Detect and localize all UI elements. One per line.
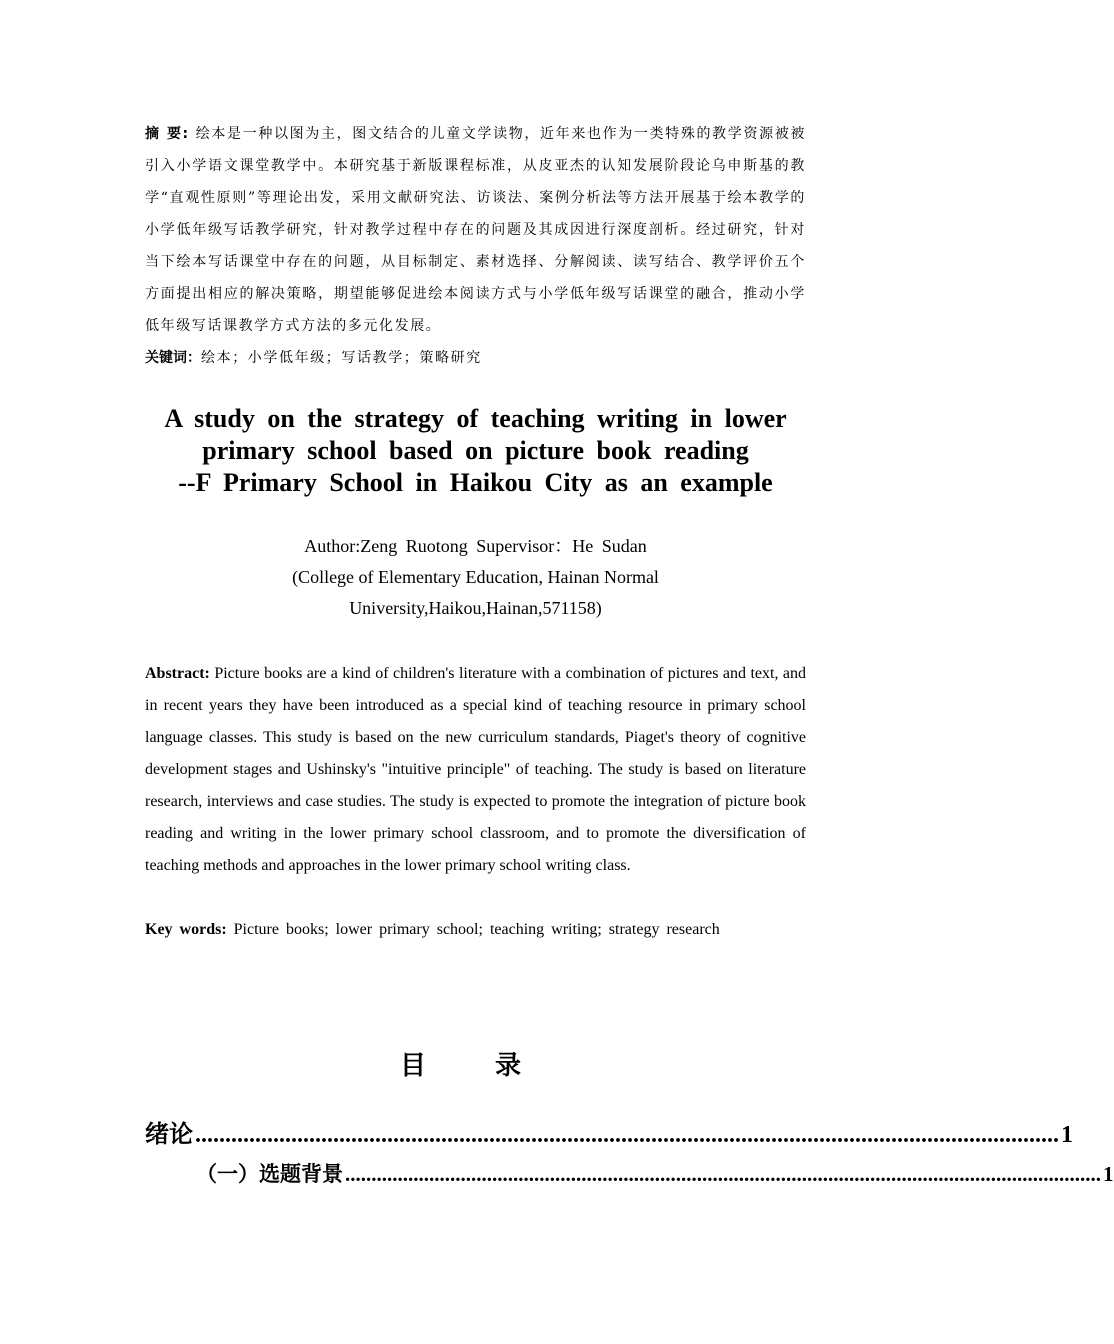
chinese-keywords-text: 绘本；小学低年级；写话教学；策略研究 bbox=[201, 350, 482, 366]
english-title-line: A study on the strategy of teaching writing in lower bbox=[164, 404, 787, 433]
chinese-abstract-label: 摘 要 bbox=[145, 126, 183, 142]
chinese-abstract-colon: : bbox=[182, 126, 190, 142]
toc-entry-title: 绪论 bbox=[145, 1120, 193, 1148]
english-abstract-text: Picture books are a kind of children's literature with a combination of pictures and text, and in recent years they have been introduced as a special kind of teaching resource in primary school language classes. This study is based on the new curriculum standards, Piaget's theory of cognitive development stages and Ushinsky's "intuitive principle" of teaching. The study is based on literature research, interviews and case studies. The study is expected to promote the integration of picture book reading and writing in the lower primary school classroom, and to promote the diversification of teaching methods and approaches in the lower primary school writing class. bbox=[145, 665, 806, 874]
chinese-abstract bbox=[145, 118, 806, 342]
toc-entry-title: （一）选题背景 bbox=[196, 1162, 343, 1186]
english-abstract bbox=[145, 658, 806, 882]
english-keywords bbox=[145, 914, 806, 946]
toc-entry-page: 1 bbox=[1103, 1162, 1114, 1186]
english-title bbox=[145, 403, 806, 499]
chinese-keywords bbox=[145, 342, 806, 374]
toc-leader-dots: ................................................................................................................................................ bbox=[345, 1162, 1101, 1186]
author-block bbox=[145, 531, 806, 624]
toc-entry-page: 1 bbox=[1061, 1122, 1073, 1148]
affiliation-line: (College of Elementary Education, Hainan Normal bbox=[292, 567, 659, 587]
english-title-line: primary school based on picture book reading bbox=[202, 436, 749, 465]
toc-entry[interactable] bbox=[196, 1158, 1114, 1188]
chinese-abstract-text: 绘本是一种以图为主，图文结合的儿童文学读物，近年来也作为一类特殊的教学资源被被引入小学语文课堂教学中。本研究基于新版课程标准，从皮亚杰的认知发展阶段论乌申斯基的教学“直观性原则”等理论出发，采用文献研究法、访谈法、案例分析法等方法开展基于绘本教学的小学低年级写话教学研究，针对教学过程中存在的问题及其成因进行深度剖析。经过研究，针对当下绘本写话课堂中存在的问题，从目标制定、素材选择、分解阅读、读写结合、教学评价五个方面提出相应的解决策略，期望能够促进绘本阅读方式与小学低年级写话课堂的融合，推动小学低年级写话课教学方式方法的多元化发展。 bbox=[145, 126, 806, 334]
english-keywords-text: Picture books; lower primary school; teaching writing; strategy research bbox=[233, 921, 720, 938]
english-keywords-label: Key words: bbox=[145, 921, 227, 938]
toc-title: 目 录 bbox=[399, 1051, 552, 1081]
affiliation-line: University,Haikou,Hainan,571158) bbox=[349, 598, 602, 618]
english-abstract-label: Abstract: bbox=[145, 665, 210, 682]
chinese-keywords-label: 关键词： bbox=[145, 350, 201, 366]
toc-leader-dots: ................................................................................................................................................ bbox=[195, 1122, 1059, 1148]
author-supervisor-line: Author:Zeng Ruotong Supervisor：He Sudan bbox=[304, 536, 647, 556]
toc-entry[interactable] bbox=[145, 1114, 1073, 1149]
english-title-line: --F Primary School in Haikou City as an example bbox=[178, 468, 773, 497]
